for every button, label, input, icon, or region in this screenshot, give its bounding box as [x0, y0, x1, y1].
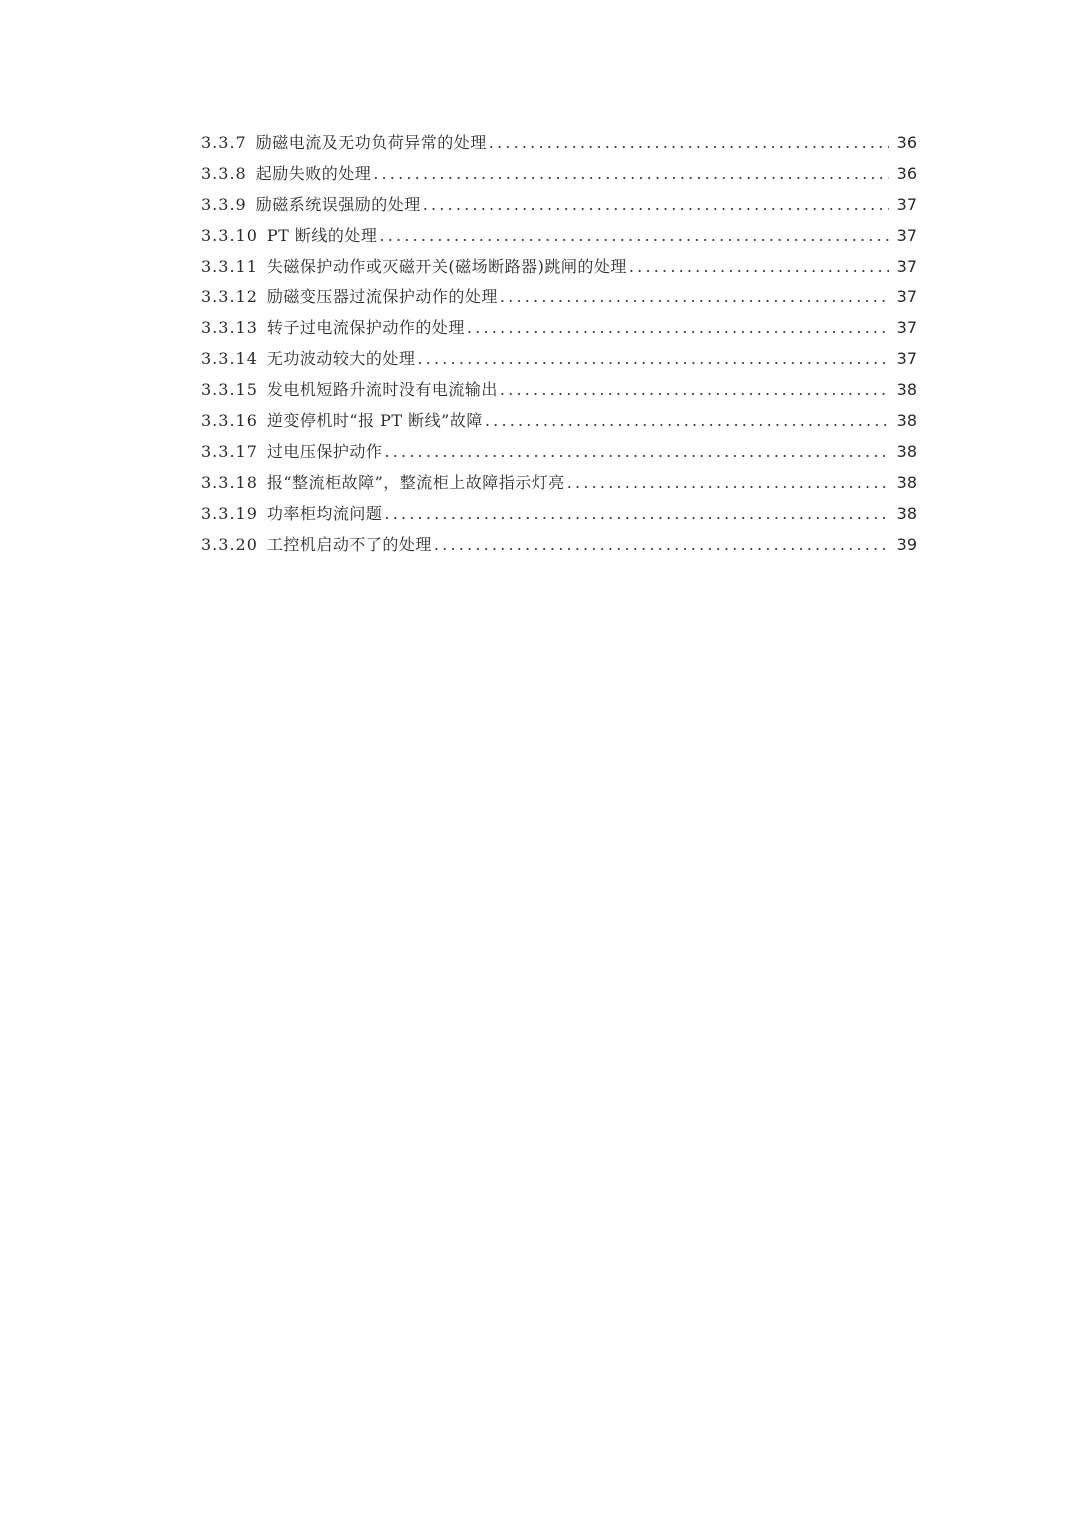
- toc-entry-number: 3.3.7: [201, 133, 247, 152]
- toc-entry: [201, 190, 917, 221]
- toc-entry-number: 3.3.17: [201, 441, 258, 461]
- toc-entry-title: 转子过电流保护动作的处理: [266, 318, 465, 338]
- toc-entry-number: 3.3.14: [201, 349, 258, 369]
- toc-entry-number: 3.3.8: [201, 163, 247, 183]
- toc-entry: [201, 252, 917, 283]
- toc-entry-title: 功率柜均流问题: [266, 503, 383, 523]
- toc-entry-title: 过电压保护动作: [266, 441, 383, 461]
- toc-entry-number: 3.3.20: [201, 534, 258, 554]
- toc-entry-page: 37: [896, 256, 917, 276]
- toc-entry: [201, 282, 917, 313]
- toc-dot-leader: [434, 530, 889, 561]
- toc-entry-page: 38: [896, 441, 917, 461]
- toc-dot-leader: [500, 375, 889, 406]
- toc-dot-leader: [629, 252, 889, 283]
- toc-dot-leader: [500, 282, 889, 313]
- toc-entry-number: 3.3.18: [201, 472, 258, 492]
- toc-dot-leader: [485, 406, 889, 437]
- toc-entry: [201, 221, 917, 252]
- toc-entry-number: 3.3.15: [201, 380, 258, 400]
- toc-entry: [201, 468, 917, 499]
- toc-entry-page: 38: [896, 503, 917, 523]
- toc-entry: [201, 530, 917, 561]
- toc-entry-page: 37: [896, 287, 917, 307]
- toc-entry-title: 无功波动较大的处理: [266, 349, 416, 369]
- toc-dot-leader: [379, 221, 889, 252]
- toc-dot-leader: [489, 128, 889, 159]
- toc-entry-page: 38: [896, 411, 917, 431]
- toc-entry-title: 励磁系统误强励的处理: [255, 194, 421, 214]
- toc-entry-title: 工控机启动不了的处理: [266, 534, 432, 554]
- toc-entry-page: 38: [896, 380, 917, 400]
- toc-dot-leader: [417, 344, 889, 375]
- toc-entry-title: 失磁保护动作或灭磁开关(磁场断路器)跳闸的处理: [266, 256, 627, 276]
- toc-entry-page: 37: [896, 194, 917, 214]
- toc-entry-title: PT 断线的处理: [266, 225, 378, 245]
- toc-entry-title: 发电机短路升流时没有电流输出: [266, 380, 498, 400]
- toc-entry-title: 起励失败的处理: [255, 163, 372, 183]
- toc-entry: [201, 344, 917, 375]
- toc-entry-number: 3.3.19: [201, 503, 258, 523]
- toc-dot-leader: [384, 499, 889, 530]
- toc-entry: [201, 159, 917, 190]
- toc-entry-title: 逆变停机时“报 PT 断线”故障: [266, 411, 483, 431]
- toc-entry-title: 报“整流柜故障”，整流柜上故障指示灯亮: [266, 472, 565, 492]
- toc-entry-number: 3.3.16: [201, 411, 258, 431]
- toc-dot-leader: [467, 313, 889, 344]
- toc-entry-number: 3.3.13: [201, 318, 258, 338]
- toc-entry: [201, 128, 917, 159]
- toc-entry: [201, 406, 917, 437]
- toc-entry-number: 3.3.9: [201, 194, 247, 214]
- toc-entry-page: 39: [896, 534, 917, 554]
- table-of-contents: [201, 128, 917, 560]
- toc-entry-title: 励磁电流及无功负荷异常的处理: [255, 133, 487, 152]
- toc-entry-page: 37: [896, 318, 917, 338]
- toc-dot-leader: [423, 190, 889, 221]
- toc-entry-number: 3.3.10: [201, 225, 258, 245]
- toc-entry-page: 37: [896, 349, 917, 369]
- toc-dot-leader: [373, 159, 889, 190]
- toc-entry-page: 36: [896, 163, 917, 183]
- toc-entry: [201, 499, 917, 530]
- toc-entry-title: 励磁变压器过流保护动作的处理: [266, 287, 498, 307]
- toc-entry-number: 3.3.11: [201, 256, 258, 276]
- toc-dot-leader: [567, 468, 889, 499]
- toc-entry-page: 37: [896, 225, 917, 245]
- toc-entry: [201, 375, 917, 406]
- toc-entry: [201, 313, 917, 344]
- toc-entry-number: 3.3.12: [201, 287, 258, 307]
- toc-entry-page: 38: [896, 472, 917, 492]
- toc-entry-page: 36: [896, 133, 917, 152]
- toc-entry: [201, 437, 917, 468]
- toc-dot-leader: [384, 437, 889, 468]
